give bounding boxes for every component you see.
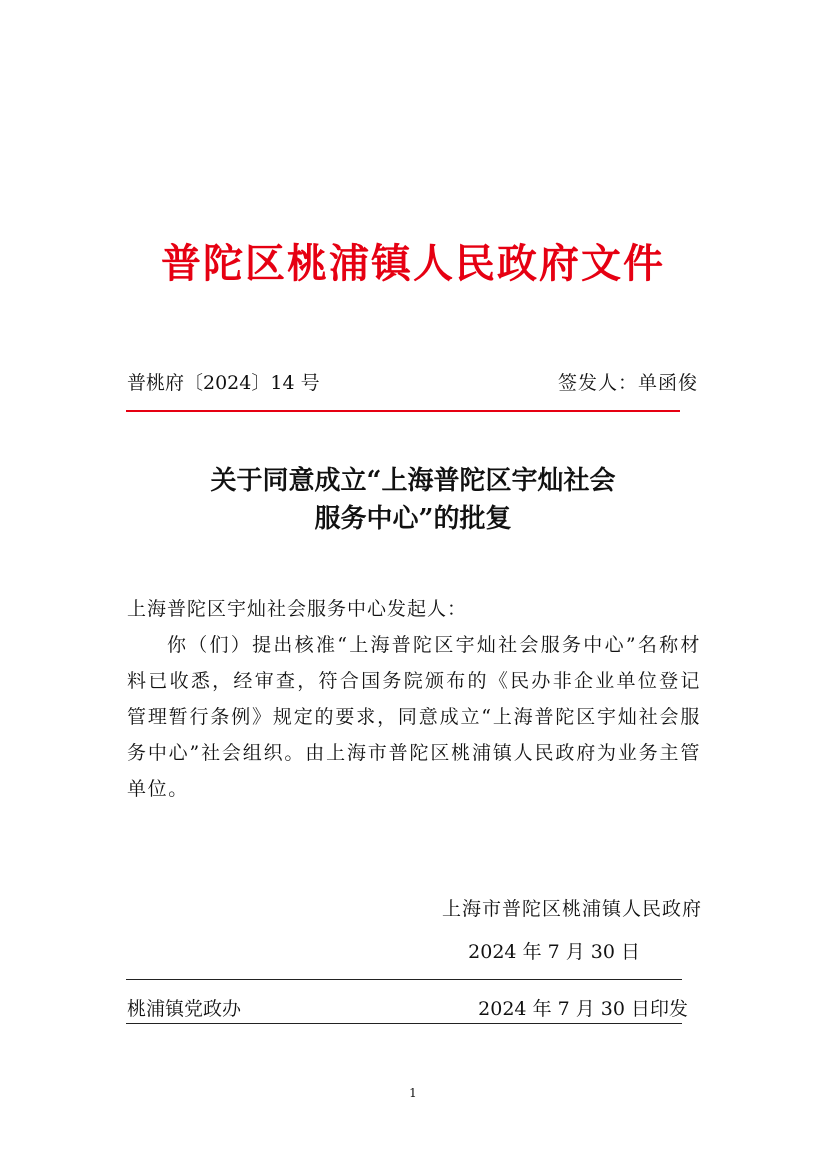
document-header-title: 普陀区桃浦镇人民政府文件 — [161, 241, 665, 287]
subject-line-1: 关于同意成立“上海普陀区宇灿社会 — [210, 466, 616, 496]
print-date: 2024 年 7 月 30 日印发 — [478, 998, 688, 1020]
document-subject — [0, 462, 826, 538]
body-paragraph: 你（们）提出核准“上海普陀区宇灿社会服务中心”名称材料已收悉，经审查，符合国务院颁布的《民办非企业单位登记管理暂行条例》规定的要求，同意成立“上海普陀区宇灿社会服务中心”社会组织。由上海市普陀区桃浦镇人民政府为业务主管单位。 — [127, 634, 701, 800]
issuing-authority: 上海市普陀区桃浦镇人民政府 — [441, 898, 702, 920]
footer-bottom-divider — [126, 1023, 682, 1024]
page-number: 1 — [409, 1086, 417, 1100]
subject-line-2: 服务中心”的批复 — [314, 504, 512, 534]
printing-office: 桃浦镇党政办 — [127, 998, 242, 1020]
header-red-divider — [126, 410, 680, 412]
footer-top-divider — [126, 979, 682, 980]
signer: 签发人：单函俊 — [557, 372, 698, 394]
issue-date: 2024 年 7 月 30 日 — [468, 941, 640, 963]
document-number: 普桃府〔2024〕14 号 — [127, 372, 320, 394]
addressee: 上海普陀区宇灿社会服务中心发起人： — [127, 598, 468, 620]
